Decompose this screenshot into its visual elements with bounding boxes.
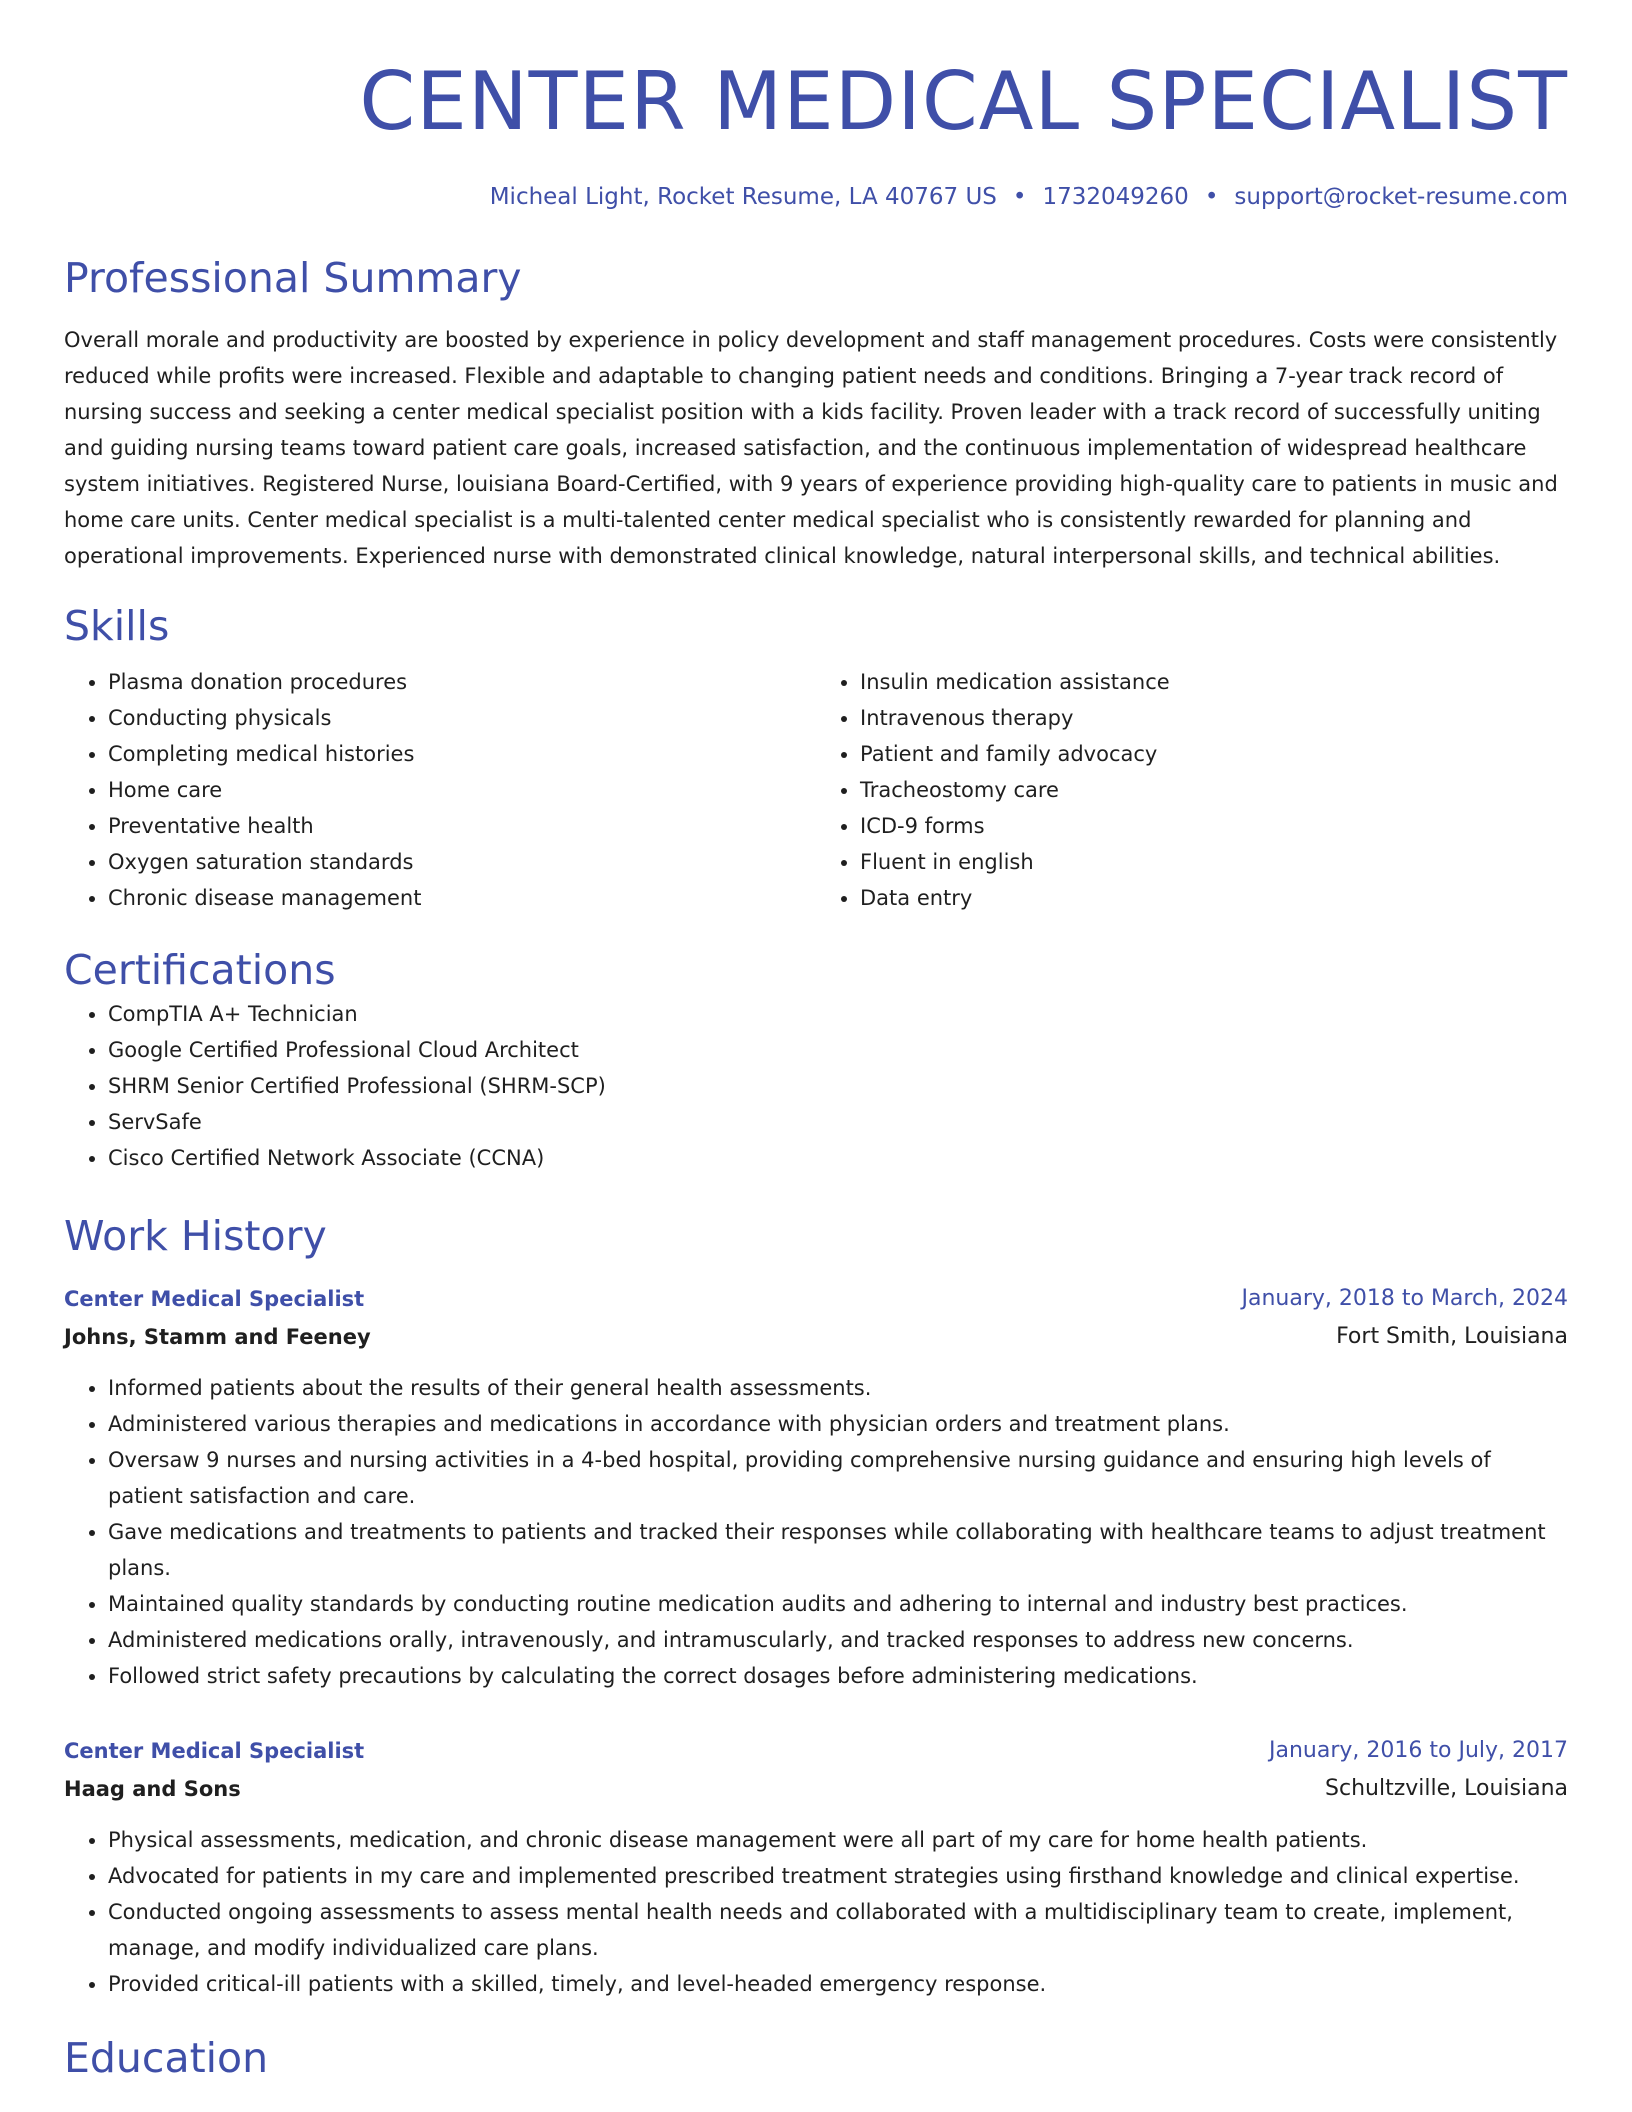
skill-item: • Preventative health xyxy=(108,808,816,844)
contact-separator: • xyxy=(1012,184,1027,210)
certifications-heading: Certifications xyxy=(64,946,336,994)
skill-item: • Patient and family advocacy xyxy=(860,736,1568,772)
skill-item: • Fluent in english xyxy=(860,844,1568,880)
skill-item: • Home care xyxy=(108,772,816,808)
job-dates: January, 2018 to March, 2024 xyxy=(1241,1286,1568,1311)
certifications-list xyxy=(64,996,1568,1176)
job-entry xyxy=(64,1280,1568,1694)
skills-list-right xyxy=(816,664,1568,916)
education-heading: Education xyxy=(64,2034,269,2082)
skill-item: • Insulin medication assistance xyxy=(860,664,1568,700)
certification-item: • ServSafe xyxy=(108,1104,1568,1140)
job-company: Haag and Sons xyxy=(64,1777,241,1801)
skill-item: • ICD-9 forms xyxy=(860,808,1568,844)
skill-item: • Conducting physicals xyxy=(108,700,816,736)
contact-phone: 1732049260 xyxy=(1042,184,1189,210)
job-company: Johns, Stamm and Feeney xyxy=(64,1325,371,1349)
job-bullet: • Maintained quality standards by conducting routine medication audits and adhering to internal and industry best practices. xyxy=(108,1586,1568,1622)
job-company-row xyxy=(64,1770,1568,1808)
job-bullet: • Informed patients about the results of their general health assessments. xyxy=(108,1370,1568,1406)
summary-heading: Professional Summary xyxy=(64,254,522,302)
job-bullet: • Administered various therapies and medications in accordance with physician orders and treatment plans. xyxy=(108,1406,1568,1442)
contact-address: Micheal Light, Rocket Resume, LA 40767 US xyxy=(489,184,997,210)
job-bullet: • Administered medications orally, intravenously, and intramuscularly, and tracked responses to address new concerns. xyxy=(108,1622,1568,1658)
job-bullet: • Physical assessments, medication, and chronic disease management were all part of my care for home health patients. xyxy=(108,1822,1568,1858)
job-entry xyxy=(64,1732,1568,2002)
job-location: Fort Smith, Louisiana xyxy=(1336,1324,1568,1349)
summary-text: Overall morale and productivity are boosted by experience in policy development and staff management procedures. Costs were consistently reduced while profits were increased. Flexible and adaptable to changing patient needs and conditions. Bringing a 7-year track record of nursing success and seeking a center medical specialist position with a kids facility. Proven leader with a track record of successfully uniting and guiding nursing teams toward patient care goals, increased satisfaction, and the continuous implementation of widespread healthcare system initiatives. Registered Nurse, louisiana Board-Certified, with 9 years of experience providing high-quality care to patients in music and home care units. Center medical specialist is a multi-talented center medical specialist who is consistently rewarded for planning and operational improvements. Experienced nurse with demonstrated clinical knowledge, natural interpersonal skills, and technical abilities. xyxy=(64,328,1558,568)
contact-email[interactable]: support@rocket-resume.com xyxy=(1234,184,1568,210)
job-dates: January, 2016 to July, 2017 xyxy=(1269,1738,1568,1763)
skill-item: • Data entry xyxy=(860,880,1568,916)
skill-item: • Oxygen saturation standards xyxy=(108,844,816,880)
resume-name: CENTER MEDICAL SPECIALIST xyxy=(359,55,1568,148)
certification-item: • CompTIA A+ Technician xyxy=(108,996,1568,1032)
certification-item: • SHRM Senior Certified Professional (SHRM-SCP) xyxy=(108,1068,1568,1104)
skills-heading: Skills xyxy=(64,602,170,650)
job-title: Center Medical Specialist xyxy=(64,1287,365,1311)
job-bullets xyxy=(64,1822,1568,2002)
skill-item: • Completing medical histories xyxy=(108,736,816,772)
job-bullets xyxy=(64,1370,1568,1694)
job-bullet: • Advocated for patients in my care and implemented prescribed treatment strategies using firsthand knowledge and clinical expertise. xyxy=(108,1858,1568,1894)
job-bullet: • Provided critical-ill patients with a skilled, timely, and level-headed emergency response. xyxy=(108,1966,1568,2002)
job-bullet: • Gave medications and treatments to patients and tracked their responses while collaborating with healthcare teams to adjust treatment plans. xyxy=(108,1514,1568,1586)
job-company-row xyxy=(64,1318,1568,1356)
skill-item: • Chronic disease management xyxy=(108,880,816,916)
skill-item: • Tracheostomy care xyxy=(860,772,1568,808)
job-title: Center Medical Specialist xyxy=(64,1739,365,1763)
job-bullet: • Followed strict safety precautions by calculating the correct dosages before administering medications. xyxy=(108,1658,1568,1694)
job-bullet: • Oversaw 9 nurses and nursing activities in a 4-bed hospital, providing comprehensive nursing guidance and ensuring high levels of patient satisfaction and care. xyxy=(108,1442,1568,1514)
resume-page xyxy=(64,0,1568,2084)
job-bullet: • Conducted ongoing assessments to assess mental health needs and collaborated with a multidisciplinary team to create, implement, manage, and modify individualized care plans. xyxy=(108,1894,1568,1966)
contact-separator: • xyxy=(1204,184,1219,210)
skill-item: • Plasma donation procedures xyxy=(108,664,816,700)
skills-list-left xyxy=(64,664,816,916)
skill-item: • Intravenous therapy xyxy=(860,700,1568,736)
work-history-heading: Work History xyxy=(64,1212,327,1260)
certification-item: • Google Certified Professional Cloud Architect xyxy=(108,1032,1568,1068)
skills-columns xyxy=(64,664,1568,916)
certification-item: • Cisco Certified Network Associate (CCNA) xyxy=(108,1140,1568,1176)
job-location: Schultzville, Louisiana xyxy=(1325,1776,1568,1801)
job-header-row xyxy=(64,1280,1568,1318)
contact-line xyxy=(64,182,1568,212)
job-header-row xyxy=(64,1732,1568,1770)
